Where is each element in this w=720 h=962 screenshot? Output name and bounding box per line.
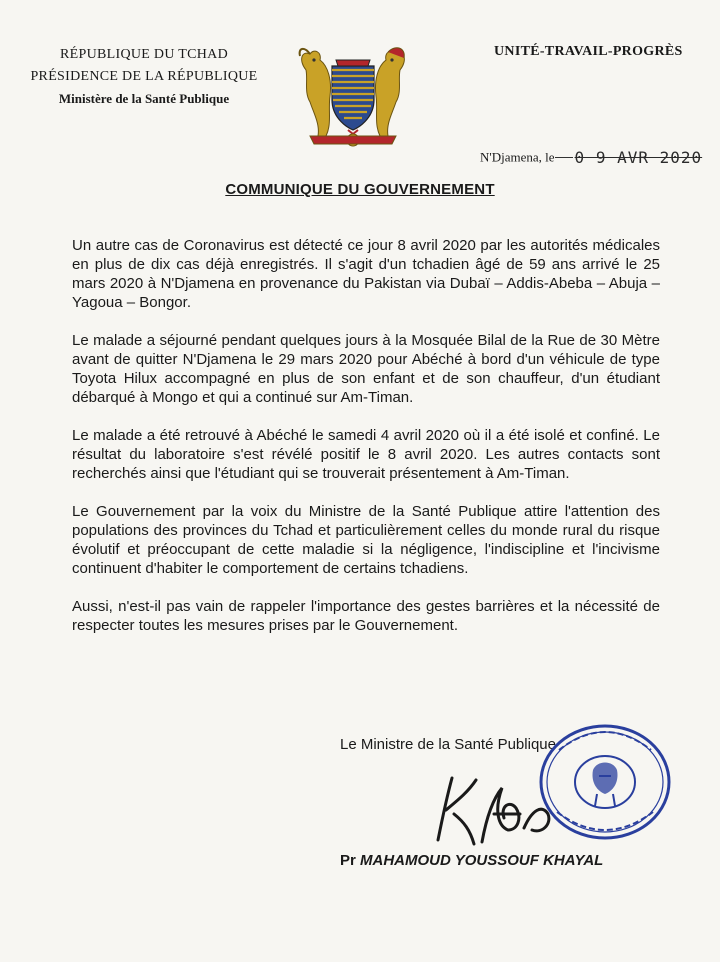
- date-stamp: 0 9 AVR 2020: [574, 148, 703, 167]
- presidency-name: PRÉSIDENCE DE LA RÉPUBLIQUE: [30, 69, 258, 84]
- communique-body: [72, 236, 660, 654]
- paragraph: Aussi, n'est-il pas vain de rappeler l'importance des gestes barrières et la nécessité de respecter toutes les mesures prises par le Gouvernement.: [72, 598, 660, 634]
- republic-name: RÉPUBLIQUE DU TCHAD: [60, 47, 228, 62]
- date-line: [480, 148, 710, 167]
- date-dash: [555, 157, 573, 158]
- issuer-block: [24, 44, 264, 110]
- coat-of-arms-icon: [288, 40, 418, 152]
- paragraph: Le Gouvernement par la voix du Ministre de la Santé Publique attire l'attention des populations des provinces du Tchad et particulièrement celles du monde rural du risque évolutif et préoccupant de cette maladie si la négligence, l'indiscipline et l'incivisme continuent d'habiter le comportement de certains tchadiens.: [72, 503, 660, 577]
- name-prefix: Pr: [340, 852, 361, 869]
- document-title: COMMUNIQUE DU GOUVERNEMENT: [225, 181, 495, 198]
- paragraph: Le malade a séjourné pendant quelques jours à la Mosquée Bilal de la Rue de 30 Mètre avant de quitter N'Djamena le 29 mars 2020 pour Abéché à bord d'un véhicule de type Toyota Hilux accompagné en plus de son enfant et de son chauffeur, d'un étudiant débarqué à Mongo et qui a continué sur Am-Timan.: [72, 332, 660, 406]
- ministry-name: Ministère de la Santé Publique: [58, 91, 230, 106]
- place-label: N'Djamena, le: [480, 149, 555, 165]
- paragraph: Le malade a été retrouvé à Abéché le samedi 4 avril 2020 où il a été isolé et confiné. Le résultat du laboratoire s'est révélé positif le 8 avril 2020. Les autres contacts sont recherchés ainsi que l'étudiant qui se trouverait présentement à Am-Timan.: [72, 427, 660, 482]
- signatory-name: [340, 852, 603, 869]
- name-text: MAHAMOUD YOUSSOUF KHAYAL: [360, 852, 604, 869]
- signatory-title: Le Ministre de la Santé Publique: [340, 736, 556, 753]
- national-motto: UNITÉ-TRAVAIL-PROGRÈS: [494, 44, 683, 59]
- official-seal-icon: [535, 720, 675, 845]
- paragraph: Un autre cas de Coronavirus est détecté ce jour 8 avril 2020 par les autorités médicales en plus de dix cas déjà enregistrés. Il s'agit d'un tchadien âgé de 59 ans arrivé le 25 mars 2020 à N'Djamena en provenance du Pakistan via Dubaï – Addis-Abeba – Abuja – Yagoua – Bongor.: [72, 237, 660, 311]
